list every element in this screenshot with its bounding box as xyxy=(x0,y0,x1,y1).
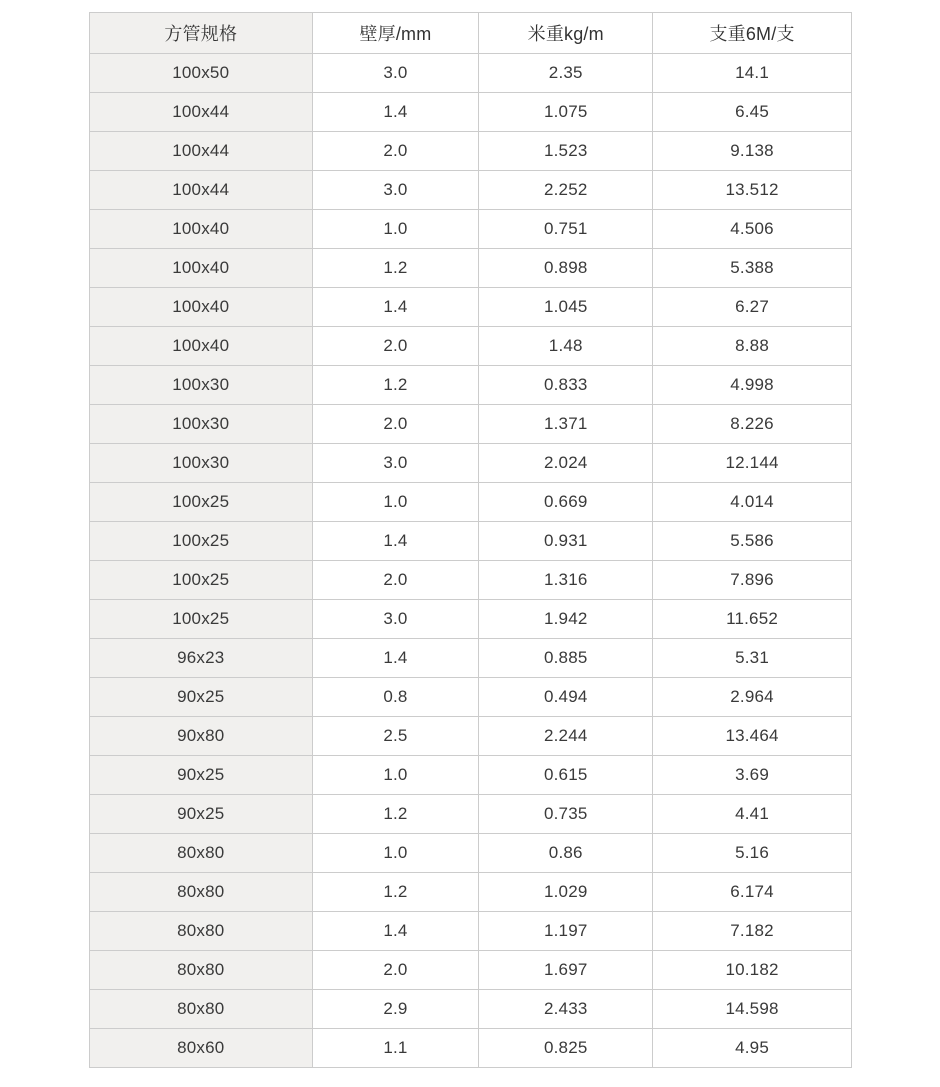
weight-per-meter-cell: 1.371 xyxy=(479,405,653,444)
weight-per-meter-cell: 1.316 xyxy=(479,561,653,600)
wall-thickness-cell: 1.2 xyxy=(312,249,479,288)
spec-cell: 90x25 xyxy=(90,678,313,717)
wall-thickness-cell: 1.0 xyxy=(312,756,479,795)
table-row xyxy=(90,483,852,522)
weight-per-meter-cell: 0.931 xyxy=(479,522,653,561)
wall-thickness-cell: 2.0 xyxy=(312,561,479,600)
weight-per-piece-cell: 8.88 xyxy=(653,327,852,366)
table-row xyxy=(90,54,852,93)
weight-per-piece-cell: 10.182 xyxy=(653,951,852,990)
weight-per-meter-cell: 0.669 xyxy=(479,483,653,522)
spec-cell: 100x30 xyxy=(90,366,313,405)
weight-per-piece-cell: 5.586 xyxy=(653,522,852,561)
weight-per-piece-cell: 4.014 xyxy=(653,483,852,522)
weight-per-meter-cell: 2.244 xyxy=(479,717,653,756)
table-row xyxy=(90,561,852,600)
weight-per-meter-cell: 0.898 xyxy=(479,249,653,288)
spec-cell: 100x25 xyxy=(90,600,313,639)
wall-thickness-cell: 1.4 xyxy=(312,93,479,132)
table-row xyxy=(90,951,852,990)
table-row xyxy=(90,444,852,483)
weight-per-meter-cell: 1.029 xyxy=(479,873,653,912)
spec-cell: 100x30 xyxy=(90,444,313,483)
header-weight-per-piece: 支重6M/支 xyxy=(653,13,852,54)
weight-per-piece-cell: 2.964 xyxy=(653,678,852,717)
spec-cell: 100x25 xyxy=(90,483,313,522)
spec-cell: 100x40 xyxy=(90,210,313,249)
table-row xyxy=(90,366,852,405)
wall-thickness-cell: 1.0 xyxy=(312,210,479,249)
weight-per-meter-cell: 0.494 xyxy=(479,678,653,717)
wall-thickness-cell: 1.2 xyxy=(312,366,479,405)
weight-per-piece-cell: 3.69 xyxy=(653,756,852,795)
table-row xyxy=(90,288,852,327)
table-row xyxy=(90,912,852,951)
wall-thickness-cell: 1.4 xyxy=(312,288,479,327)
weight-per-piece-cell: 6.45 xyxy=(653,93,852,132)
wall-thickness-cell: 0.8 xyxy=(312,678,479,717)
table-row xyxy=(90,132,852,171)
table-row xyxy=(90,171,852,210)
table-row xyxy=(90,210,852,249)
weight-per-meter-cell: 1.197 xyxy=(479,912,653,951)
weight-per-piece-cell: 4.95 xyxy=(653,1029,852,1068)
table-row xyxy=(90,522,852,561)
weight-per-piece-cell: 13.464 xyxy=(653,717,852,756)
table-body xyxy=(90,54,852,1068)
spec-cell: 80x80 xyxy=(90,951,313,990)
weight-per-piece-cell: 13.512 xyxy=(653,171,852,210)
table-row xyxy=(90,1029,852,1068)
weight-per-meter-cell: 0.86 xyxy=(479,834,653,873)
weight-per-piece-cell: 5.388 xyxy=(653,249,852,288)
wall-thickness-cell: 2.0 xyxy=(312,405,479,444)
weight-per-piece-cell: 4.506 xyxy=(653,210,852,249)
wall-thickness-cell: 3.0 xyxy=(312,54,479,93)
spec-cell: 80x80 xyxy=(90,873,313,912)
weight-per-meter-cell: 2.252 xyxy=(479,171,653,210)
spec-cell: 100x40 xyxy=(90,249,313,288)
wall-thickness-cell: 1.1 xyxy=(312,1029,479,1068)
spec-cell: 80x80 xyxy=(90,834,313,873)
weight-per-meter-cell: 2.35 xyxy=(479,54,653,93)
spec-cell: 90x25 xyxy=(90,756,313,795)
weight-per-meter-cell: 0.615 xyxy=(479,756,653,795)
weight-per-piece-cell: 9.138 xyxy=(653,132,852,171)
spec-cell: 100x44 xyxy=(90,93,313,132)
table-row xyxy=(90,756,852,795)
wall-thickness-cell: 2.5 xyxy=(312,717,479,756)
table-row xyxy=(90,795,852,834)
wall-thickness-cell: 2.0 xyxy=(312,327,479,366)
spec-cell: 100x40 xyxy=(90,327,313,366)
wall-thickness-cell: 1.0 xyxy=(312,834,479,873)
table-row xyxy=(90,717,852,756)
spec-cell: 100x25 xyxy=(90,522,313,561)
spec-cell: 100x44 xyxy=(90,132,313,171)
weight-per-piece-cell: 5.31 xyxy=(653,639,852,678)
weight-per-piece-cell: 5.16 xyxy=(653,834,852,873)
wall-thickness-cell: 1.2 xyxy=(312,873,479,912)
weight-per-piece-cell: 14.598 xyxy=(653,990,852,1029)
weight-per-meter-cell: 1.942 xyxy=(479,600,653,639)
table-row xyxy=(90,873,852,912)
wall-thickness-cell: 1.4 xyxy=(312,912,479,951)
weight-per-piece-cell: 6.174 xyxy=(653,873,852,912)
wall-thickness-cell: 3.0 xyxy=(312,444,479,483)
wall-thickness-cell: 1.4 xyxy=(312,639,479,678)
spec-cell: 100x40 xyxy=(90,288,313,327)
table-row xyxy=(90,405,852,444)
table-row xyxy=(90,678,852,717)
table-row xyxy=(90,834,852,873)
spec-cell: 80x60 xyxy=(90,1029,313,1068)
weight-per-meter-cell: 0.751 xyxy=(479,210,653,249)
wall-thickness-cell: 2.9 xyxy=(312,990,479,1029)
weight-per-piece-cell: 4.998 xyxy=(653,366,852,405)
spec-cell: 90x80 xyxy=(90,717,313,756)
weight-per-meter-cell: 1.045 xyxy=(479,288,653,327)
weight-per-piece-cell: 7.896 xyxy=(653,561,852,600)
spec-cell: 80x80 xyxy=(90,990,313,1029)
wall-thickness-cell: 2.0 xyxy=(312,951,479,990)
table-header xyxy=(90,13,852,54)
wall-thickness-cell: 3.0 xyxy=(312,600,479,639)
header-spec: 方管规格 xyxy=(90,13,313,54)
weight-per-piece-cell: 7.182 xyxy=(653,912,852,951)
weight-per-meter-cell: 1.523 xyxy=(479,132,653,171)
spec-cell: 100x50 xyxy=(90,54,313,93)
header-weight-per-meter: 米重kg/m xyxy=(479,13,653,54)
spec-cell: 100x25 xyxy=(90,561,313,600)
weight-per-meter-cell: 0.833 xyxy=(479,366,653,405)
spec-cell: 96x23 xyxy=(90,639,313,678)
weight-per-piece-cell: 12.144 xyxy=(653,444,852,483)
weight-per-meter-cell: 1.075 xyxy=(479,93,653,132)
spec-cell: 100x44 xyxy=(90,171,313,210)
wall-thickness-cell: 1.2 xyxy=(312,795,479,834)
weight-per-meter-cell: 0.735 xyxy=(479,795,653,834)
weight-per-piece-cell: 14.1 xyxy=(653,54,852,93)
spec-cell: 90x25 xyxy=(90,795,313,834)
spec-cell: 80x80 xyxy=(90,912,313,951)
square-tube-spec-table xyxy=(89,12,852,1068)
weight-per-meter-cell: 2.024 xyxy=(479,444,653,483)
weight-per-meter-cell: 1.697 xyxy=(479,951,653,990)
table-row xyxy=(90,600,852,639)
weight-per-piece-cell: 8.226 xyxy=(653,405,852,444)
weight-per-meter-cell: 1.48 xyxy=(479,327,653,366)
table-row xyxy=(90,93,852,132)
table-row xyxy=(90,249,852,288)
wall-thickness-cell: 3.0 xyxy=(312,171,479,210)
spec-cell: 100x30 xyxy=(90,405,313,444)
wall-thickness-cell: 1.4 xyxy=(312,522,479,561)
weight-per-meter-cell: 0.825 xyxy=(479,1029,653,1068)
weight-per-piece-cell: 6.27 xyxy=(653,288,852,327)
table-row xyxy=(90,327,852,366)
weight-per-piece-cell: 4.41 xyxy=(653,795,852,834)
header-row xyxy=(90,13,852,54)
table-row xyxy=(90,990,852,1029)
header-wall-thickness: 壁厚/mm xyxy=(312,13,479,54)
wall-thickness-cell: 1.0 xyxy=(312,483,479,522)
wall-thickness-cell: 2.0 xyxy=(312,132,479,171)
table-row xyxy=(90,639,852,678)
weight-per-piece-cell: 11.652 xyxy=(653,600,852,639)
weight-per-meter-cell: 2.433 xyxy=(479,990,653,1029)
weight-per-meter-cell: 0.885 xyxy=(479,639,653,678)
